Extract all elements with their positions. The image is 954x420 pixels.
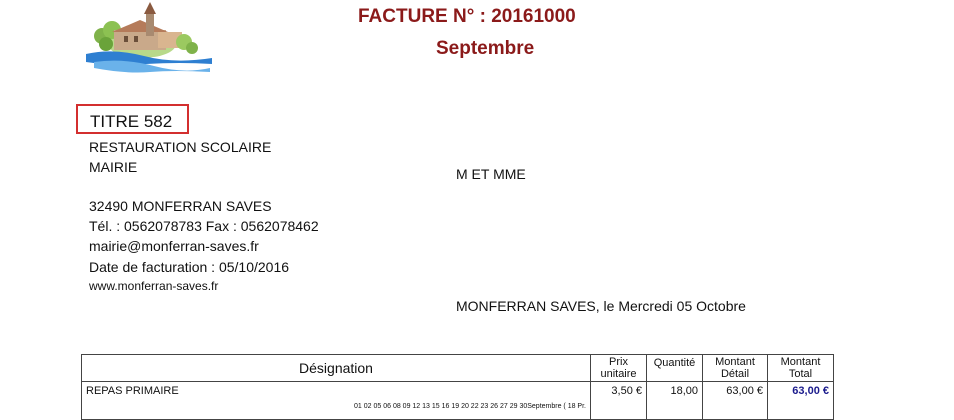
invoice-items-table — [81, 354, 834, 420]
header-unit-price-line2: unitaire — [600, 368, 637, 380]
issuer-address: 32490 MONFERRAN SAVES — [89, 198, 272, 214]
header-amount-total-line2: Total — [788, 368, 813, 380]
header-quantity: Quantité — [647, 355, 703, 382]
invoice-month: Septembre — [436, 38, 535, 59]
invoice-title: FACTURE N° : 20161000 — [358, 6, 576, 27]
titre-number: TITRE 582 — [90, 112, 173, 131]
header-unit-price-line1: Prix — [609, 356, 628, 368]
issuer-service: RESTAURATION SCOLAIRE — [89, 139, 272, 155]
issuer-phone: Tél. : 0562078783 Fax : 0562078462 — [89, 218, 319, 234]
billing-date: Date de facturation : 05/10/2016 — [89, 259, 290, 275]
header-unit-price — [591, 355, 647, 382]
table-row — [82, 382, 834, 420]
row-designation: REPAS PRIMAIRE — [86, 385, 179, 397]
row-quantity: 18,00 — [647, 382, 703, 420]
issuer-website: www.monferran-saves.fr — [89, 279, 219, 293]
header-amount-total-line1: Montant — [780, 356, 821, 368]
header-amount-detail — [703, 355, 768, 382]
row-days-list: 01 02 05 06 08 09 12 13 15 16 19 20 22 23 26 27 29 30Septembre ( 18 Pr. — [354, 403, 586, 410]
row-amount-detail: 63,00 € — [703, 382, 768, 420]
header-designation: Désignation — [82, 355, 591, 382]
issuer-org: MAIRIE — [89, 159, 138, 175]
header-amount-detail-line2: Détail — [720, 368, 750, 380]
municipality-logo — [84, 2, 214, 74]
row-unit-price: 3,50 € — [591, 382, 647, 420]
recipient-name: M ET MME — [456, 166, 526, 182]
header-amount-detail-line1: Montant — [715, 356, 755, 368]
row-designation-cell — [82, 382, 591, 420]
table-header-row — [82, 355, 834, 382]
issuer-email: mairie@monferran-saves.fr — [89, 238, 259, 254]
header-amount-total — [768, 355, 834, 382]
place-date: MONFERRAN SAVES, le Mercredi 05 Octobre — [456, 298, 746, 314]
row-amount-total: 63,00 € — [768, 382, 834, 420]
